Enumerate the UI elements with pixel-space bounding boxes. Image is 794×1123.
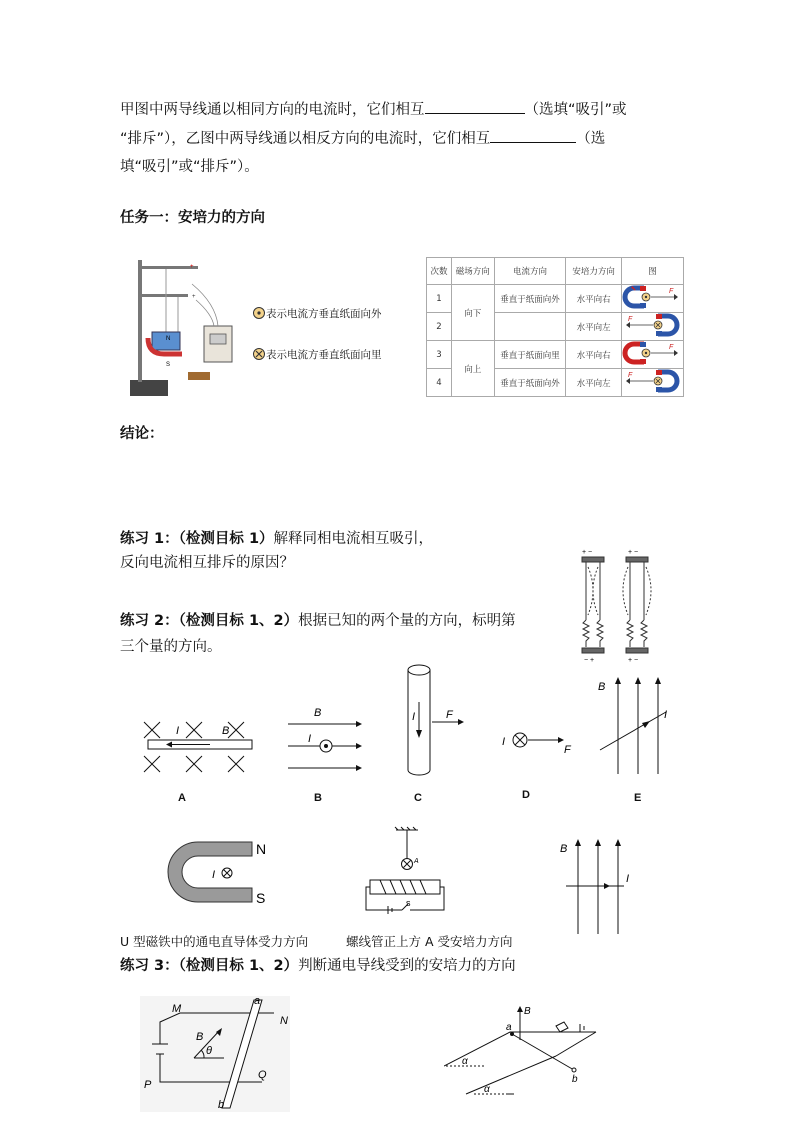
- svg-text:N: N: [166, 336, 171, 342]
- ex1-label: 练习 1：: [120, 531, 179, 547]
- para1-line1a: 甲图中两导线通以相同方向的电流时，它们相互: [120, 102, 425, 118]
- wire-in-field-figure: [556, 834, 646, 936]
- parallel-wires-figure: [576, 545, 666, 663]
- svg-text:N: N: [256, 841, 267, 857]
- ex1-target: （检测目标 1）: [178, 531, 274, 547]
- svg-text:B: B: [222, 725, 230, 737]
- ex2-label: 练习 2：: [120, 613, 179, 629]
- blank-2[interactable]: [490, 127, 576, 143]
- legend-out-text: 表示电流方垂直纸面向外: [266, 308, 382, 320]
- svg-text:− +: − +: [584, 657, 595, 663]
- svg-text:+: +: [192, 294, 196, 300]
- solenoid-figure: [362, 826, 454, 918]
- svg-text:Q: Q: [258, 1069, 267, 1081]
- svg-text:I: I: [626, 873, 630, 885]
- ex2-text1: 根据已知的两个量的方向，标明第: [298, 613, 516, 629]
- current-in-icon: [252, 347, 266, 361]
- row3-figure: [621, 341, 683, 369]
- para1-line2b: （选: [576, 131, 606, 147]
- figure-e: [590, 674, 680, 778]
- row4-current: 垂直于纸面向外: [494, 369, 566, 397]
- svg-text:B: B: [560, 843, 568, 855]
- figure-c: [396, 662, 476, 780]
- header-field: 磁场方向: [451, 258, 494, 285]
- svg-text:b: b: [218, 1099, 225, 1111]
- svg-text:F: F: [669, 288, 674, 295]
- svg-text:I: I: [212, 869, 216, 881]
- paragraph-1: [120, 98, 700, 178]
- row2-figure: [621, 313, 683, 341]
- header-force: 安培力方向: [566, 258, 622, 285]
- field-down: 向下: [451, 285, 494, 341]
- svg-text:b: b: [572, 1074, 578, 1085]
- svg-text:I: I: [502, 736, 506, 748]
- para1-line2a: “排斥”），乙图中两导线通以相反方向的电流时，它们相互: [120, 131, 491, 147]
- rails-figure: [140, 996, 290, 1112]
- experiment-table: [426, 257, 684, 397]
- svg-text:F: F: [628, 372, 633, 379]
- figure-b: [284, 704, 364, 776]
- incline-figure: [444, 1004, 604, 1098]
- svg-text:a: a: [506, 1022, 512, 1033]
- exercise-1: [120, 528, 433, 574]
- svg-text:B: B: [196, 1031, 204, 1043]
- label-b: B: [314, 792, 322, 804]
- header-count: 次数: [427, 258, 452, 285]
- row4-force: 水平向左: [566, 369, 622, 397]
- row2-current: [494, 313, 566, 341]
- ex3-target: （检测目标 1、2）: [178, 958, 299, 974]
- row2-force: 水平向左: [566, 313, 622, 341]
- row2-n: 2: [427, 313, 452, 341]
- ex3-label: 练习 3：: [120, 958, 179, 974]
- svg-text:A: A: [414, 858, 419, 865]
- row1-current: 垂直于纸面向外: [494, 285, 566, 313]
- caption-solenoid: 螺线管正上方 A 受安培力方向: [346, 934, 513, 949]
- apparatus-figure: [126, 254, 236, 400]
- figure-a: [140, 716, 260, 776]
- svg-text:B: B: [524, 1006, 531, 1017]
- conclusion-label: 结论：: [120, 426, 164, 442]
- para1-line1b: （选填“吸引”或: [524, 102, 627, 118]
- header-current: 电流方向: [494, 258, 566, 285]
- svg-text:+ −: + −: [628, 657, 639, 663]
- task1-title: 任务一：安培力的方向: [120, 210, 265, 226]
- svg-text:I: I: [308, 733, 312, 745]
- svg-text:B: B: [598, 681, 606, 693]
- row1-n: 1: [427, 285, 452, 313]
- label-c: C: [414, 792, 422, 804]
- ex2-target: （检测目标 1、2）: [178, 613, 299, 629]
- row4-n: 4: [427, 369, 452, 397]
- label-a: A: [178, 792, 186, 804]
- svg-text:F: F: [669, 344, 674, 351]
- u-magnet-figure: [156, 832, 276, 912]
- svg-text:s: s: [406, 898, 411, 908]
- row3-force: 水平向右: [566, 341, 622, 369]
- row1-figure: [621, 285, 683, 313]
- header-figure: 图: [621, 258, 683, 285]
- svg-text:F: F: [628, 316, 633, 323]
- ex1-text2: 反向电流相互排斥的原因？: [120, 555, 294, 571]
- ex3-text: 判断通电导线受到的安培力的方向: [298, 958, 516, 974]
- para1-line3: 填“吸引”或“排斥”）。: [120, 159, 259, 175]
- svg-text:I: I: [412, 711, 416, 723]
- svg-text:a: a: [254, 996, 261, 1007]
- svg-text:B: B: [314, 707, 322, 719]
- current-out-icon: [252, 306, 266, 320]
- svg-text:F: F: [564, 744, 571, 754]
- svg-text:α: α: [462, 1056, 468, 1067]
- figure-d: [500, 726, 580, 754]
- svg-text:θ: θ: [206, 1045, 212, 1057]
- row3-current: 垂直于纸面向里: [494, 341, 566, 369]
- svg-text:α: α: [484, 1084, 490, 1095]
- svg-text:I: I: [664, 709, 668, 721]
- svg-text:+ −: + −: [628, 549, 639, 556]
- label-d: D: [522, 789, 530, 801]
- label-e: E: [634, 792, 642, 804]
- exercise-3: [120, 955, 516, 977]
- svg-text:F: F: [446, 709, 453, 721]
- svg-text:+ −: + −: [582, 549, 593, 556]
- svg-text:+: +: [190, 264, 194, 270]
- legend-in-text: 表示电流方垂直纸面向里: [266, 349, 382, 361]
- row4-figure: [621, 369, 683, 397]
- caption-u-magnet: U 型磁铁中的通电直导体受力方向: [120, 934, 309, 949]
- row3-n: 3: [427, 341, 452, 369]
- blank-1[interactable]: [425, 98, 525, 114]
- exercise-2: [120, 610, 516, 658]
- ex2-text2: 三个量的方向。: [120, 639, 222, 655]
- svg-text:S: S: [166, 362, 171, 368]
- svg-text:P: P: [144, 1079, 152, 1091]
- field-up: 向上: [451, 341, 494, 397]
- svg-text:S: S: [256, 890, 266, 906]
- svg-text:I: I: [176, 725, 180, 737]
- svg-text:M: M: [172, 1003, 182, 1015]
- svg-text:N: N: [280, 1015, 288, 1027]
- ex1-text1: 解释同相电流相互吸引，: [273, 531, 434, 547]
- row1-force: 水平向右: [566, 285, 622, 313]
